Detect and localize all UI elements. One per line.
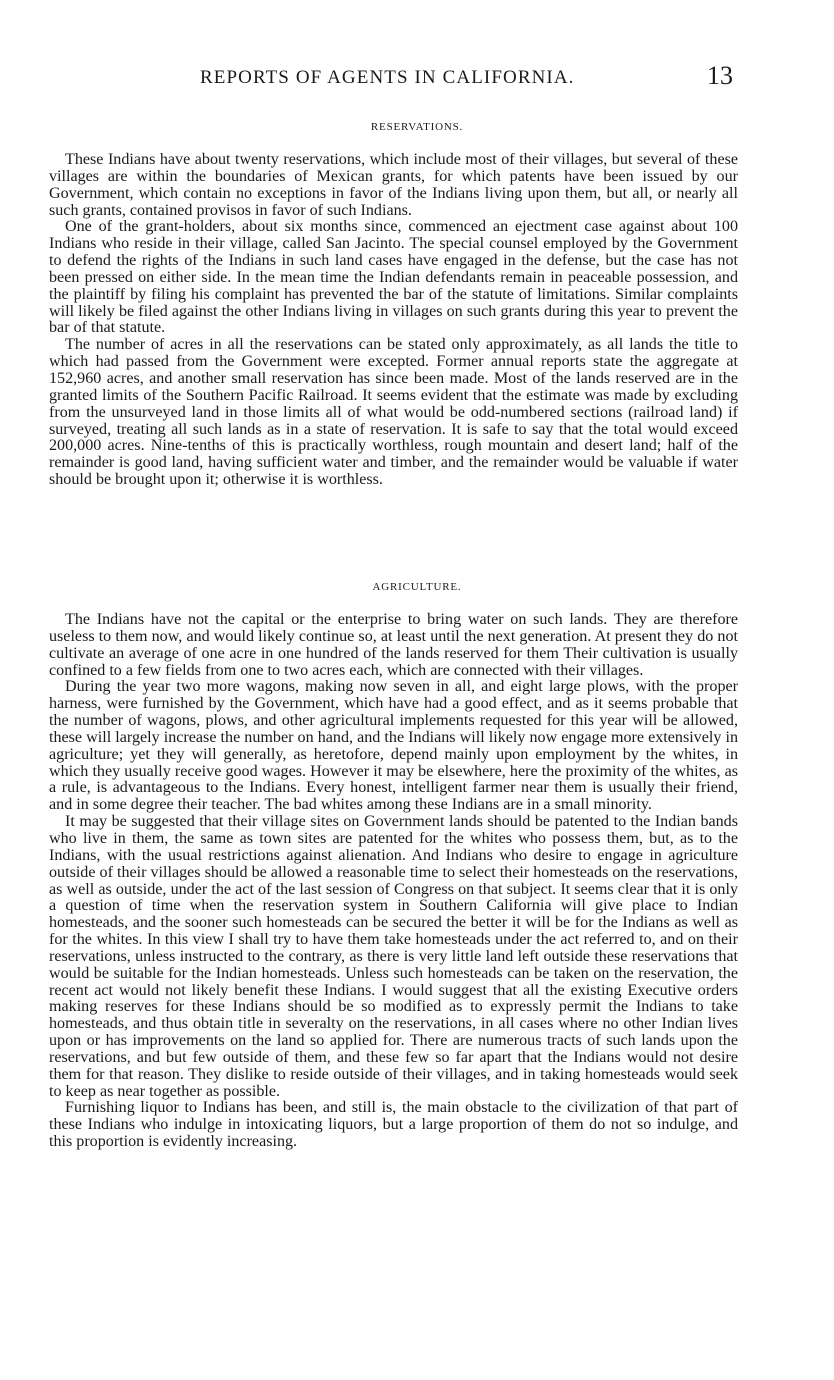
paragraph: The number of acres in all the reservations can be stated only approximately, as all lands the title to which had passed from the Government were excepted. Former annual reports state the aggregate at 152,960 acres, and another small reservation has since been made. Most of the lands reserved are in the granted limits of the Southern Pacific Railroad. It seems evident that the estimate was made by excluding from the unsurveyed land in those limits all of what would be odd-numbered sections (railroad land) if surveyed, treating all such lands as in a state of reservation. It is safe to say that the total would exceed 200,000 acres. Nine-tenths of this is practically worthless, rough mountain and desert land; half of the remainder is good land, having sufficient water and timber, and the remainder would be valuable if water should be brought upon it; otherwise it is worthless. <box>49 336 738 489</box>
paragraph: The Indians have not the capital or the enterprise to bring water on such lands. They are therefore useless to them now, and would likely continue so, at least until the next generation. At present they do not cultivate an average of one acre in one hundred of the lands reserved for them Their cultivation is usually confined to a few fields from one to two acres each, which are connected with their villages. <box>49 611 738 679</box>
paragraph: During the year two more wagons, making now seven in all, and eight large plows, with the proper harness, were furnished by the Government, which have had a good effect, and as it seems probable that the number of wagons, plows, and other agricultural implements requested for this year will be allowed, these will largely increase the number on hand, and the Indians will likely now engage more extensively in agriculture; yet they will generally, as heretofore, depend mainly upon employment by the whites, in which they usually receive good wages. However it may be elsewhere, here the proximity of the whites, as a rule, is advantageous to the Indians. Every honest, intelligent farmer near them is usually their friend, and in some degree their teacher. The bad whites among these Indians are in a small minority. <box>49 678 738 814</box>
paragraph: One of the grant-holders, about six months since, commenced an ejectment case against about 100 Indians who reside in their village, called San Jacinto. The special counsel employed by the Government to defend the rights of the Indians in such land cases have engaged in the defense, but the case has not been pressed on either side. In the mean time the Indian defendants remain in peaceable possession, and the plaintiff by filing his complaint has prevented the bar of the statute of limitations. Similar complaints will likely be filed against the other Indians living in villages on such grants during this year to prevent the bar of that statute. <box>49 218 738 337</box>
paragraph: These Indians have about twenty reservations, which include most of their villages, but several of these villages are within the boundaries of Mexican grants, for which patents have been issued by our Government, which contain no exceptions in favor of the Indians living upon them, but all, or nearly all such grants, contained provisos in favor of such Indians. <box>49 151 738 219</box>
section-heading-agriculture: AGRICULTURE. <box>372 581 462 593</box>
running-title: REPORTS OF AGENTS IN CALIFORNIA. <box>200 67 575 88</box>
paragraph: It may be suggested that their village sites on Government lands should be patented to the Indian bands who live in them, the same as town sites are patented for the whites who possess them, but, as to the Indians, with the usual restrictions against alienation. And Indians who desire to engage in agriculture outside of their villages should be allowed a reasonable time to select their homesteads on the reservations, as well as outside, under the act of the last session of Congress on that subject. It seems clear that it is only a question of time when the reservation system in Southern California will give place to Indian homesteads, and the sooner such homesteads can be secured the better it will be for the Indians as well as for the whites. In this view I shall try to have them take homesteads under the act referred to, and on their reservations, unless instructed to the contrary, as there is very little land left outside these reservations that would be suitable for the Indian homesteads. Unless such homesteads can be taken on the reservation, the recent act would not likely benefit these Indians. I would suggest that all the existing Executive orders making reserves for these Indians should be so modified as to expressly permit the Indians to take homesteads, and thus obtain title in severalty on the reservations, in all cases where no other Indian lives upon or has improvements on the land so applied for. There are numerous tracts of such lands upon the reservations, and but few outside of them, and these few so far apart that the Indians would not desire them for that reason. They dislike to reside outside of their villages, and in taking homesteads would seek to keep as near together as possible. <box>49 813 738 1100</box>
page-number: 13 <box>707 61 733 90</box>
section-heading-reservations: RESERVATIONS. <box>370 121 464 133</box>
paragraph: Furnishing liquor to Indians has been, and still is, the main obstacle to the civilization of that part of these Indians who indulge in intoxicating liquors, but a large proportion of them do not so indulge, and this proportion is evidently increasing. <box>49 1099 738 1151</box>
running-head <box>0 61 834 96</box>
agriculture-section <box>49 612 738 1151</box>
reservations-section <box>49 152 738 489</box>
